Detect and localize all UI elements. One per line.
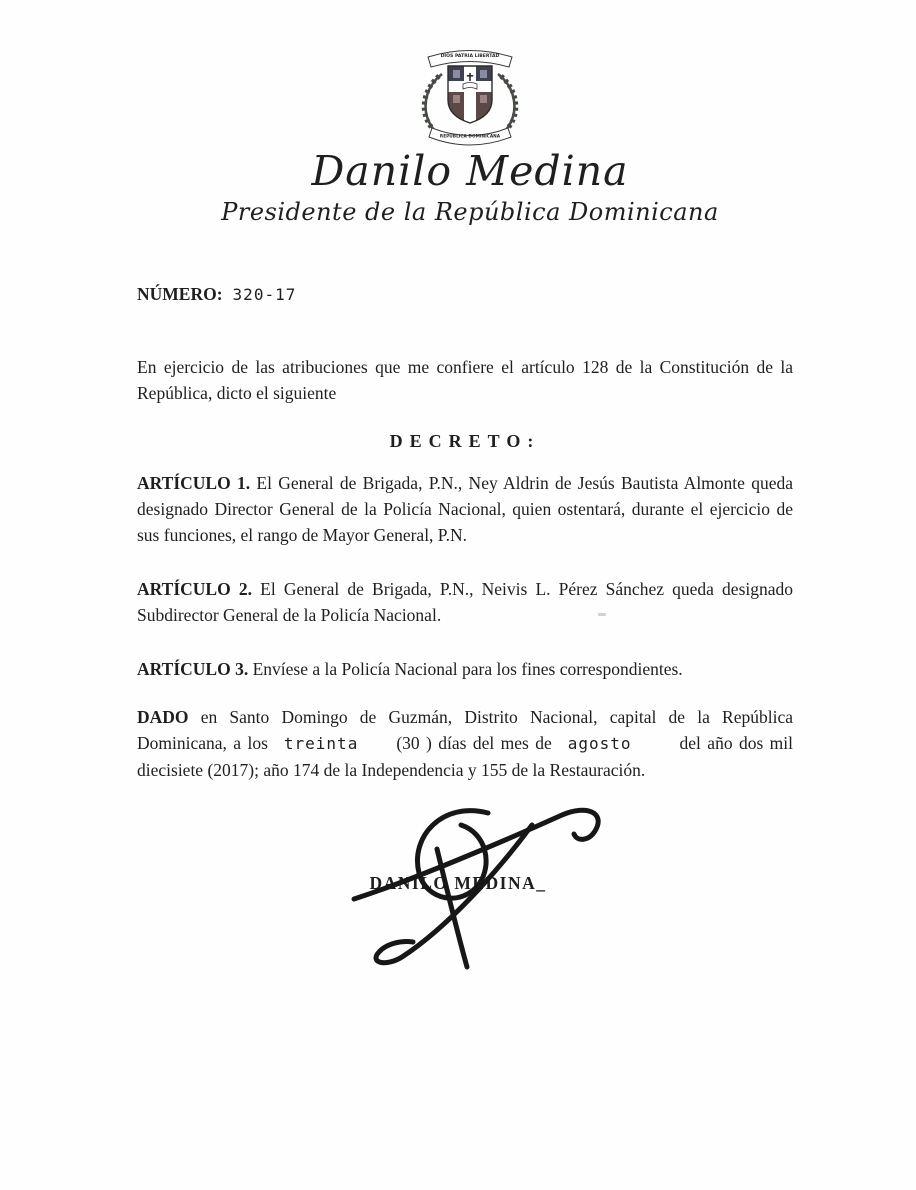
emblem-bottom-ribbon-text: REPÚBLICA DOMINICANA: [439, 134, 501, 140]
decree-number-value: 320-17: [232, 285, 297, 304]
scan-speck: [598, 613, 606, 616]
decree-number-line: [137, 281, 793, 308]
dado-text-2: (30 ) días del mes de: [396, 733, 552, 753]
letterhead: [12, 0, 916, 227]
president-title-script: Presidente de la República Dominicana: [221, 198, 719, 226]
signature-printed-name: DANILO MEDINA_: [369, 873, 547, 893]
handwritten-signature-icon: [340, 791, 632, 971]
article-3-label: ARTÍCULO 3.: [137, 659, 249, 679]
intro-paragraph: En ejercicio de las atribuciones que me confiere el artículo 128 de la Constitución de la República, dicto el siguiente: [137, 357, 793, 403]
article-1-text: El General de Brigada, P.N., Ney Aldrin de Jesús Bautista Almonte queda designado Director General de la Policía Nacional, quien ostentará, durante el ejercicio de sus funciones, el rango de Mayor General, P.N.: [137, 473, 793, 545]
decree-number-label: NÚMERO:: [137, 284, 223, 304]
dado-text-3: del año dos mil diecisiete (2017); año 174 de la Independencia y 155 de la Restauración.: [137, 733, 794, 780]
article-1-label: ARTÍCULO 1.: [137, 473, 251, 493]
article-2-label: ARTÍCULO 2.: [137, 579, 252, 599]
article-3-paragraph: [137, 656, 793, 682]
decree-heading: DECRETO:: [389, 431, 541, 451]
coat-of-arms-icon: [408, 40, 532, 146]
signature-block: [0, 789, 916, 974]
decree-body: [137, 281, 793, 783]
dado-text-1: en Santo Domingo de Guzmán, Distrito Nacional, capital de la República Dominicana, a los: [137, 707, 793, 753]
article-2-paragraph: [137, 576, 793, 628]
dado-label: DADO: [137, 707, 189, 727]
dado-month-typed: agosto: [567, 734, 632, 753]
article-2-text: El General de Brigada, P.N., Neivis L. Pérez Sánchez queda designado Subdirector General de la Policía Nacional.: [137, 579, 794, 625]
article-3-text: Envíese a la Policía Nacional para los fines correspondientes.: [252, 659, 683, 679]
dado-paragraph: [137, 704, 793, 783]
article-1-paragraph: [137, 470, 793, 548]
emblem-top-ribbon-text: DIOS PATRIA LIBERTAD: [440, 54, 500, 59]
president-name-script: Danilo Medina: [311, 147, 629, 195]
dado-day-word-typed: treinta: [283, 734, 359, 753]
